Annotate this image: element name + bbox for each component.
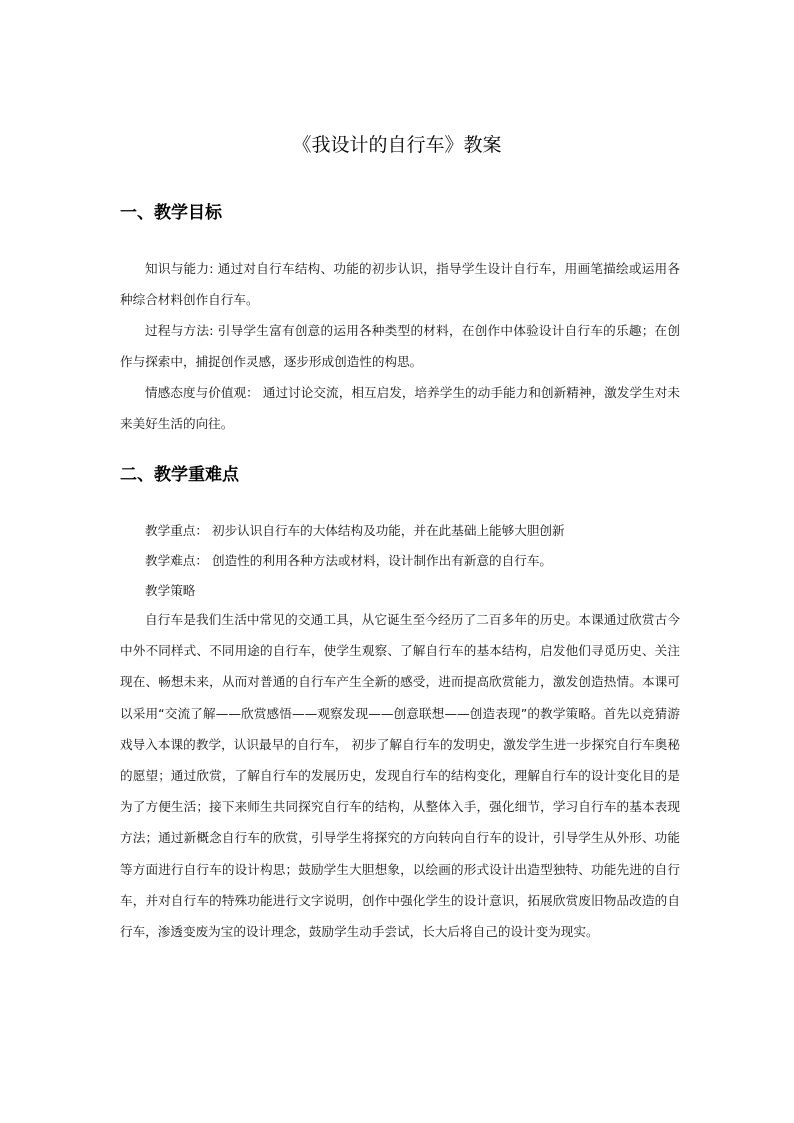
strategy-paragraph: 自行车是我们生活中常见的交通工具，从它诞生至今经历了二百多年的历史。本课通过欣赏古今中外不同样式、不同用途的自行车，使学生观察、了解自行车的基本结构，启发他们寻觅历史、关注现在、畅想未来，从而对普通的自行车产生全新的感受，进而提高欣赏能力，激发创造热情。本课可以采用“交流了解——欣赏感悟——观察发现——创意联想——创造表现”的教学策略。首先以竞猜游戏导入本课的教学，认识最早的自行车， 初步了解自行车的发明史，激发学生进一步探究自行车奥秘的愿望；通过欣赏，了解自行车的发展历史，发现自行车的结构变化，理解自行车的设计变化目的是为了方便生活；接下来师生共同探究自行车的结构，从整体入手，强化细节，学习自行车的基本表现方法；通过新概念自行车的欣赏，引导学生将探究的方向转向自行车的设计，引导学生从外形、功能等方面进行自行车的设计构思；鼓励学生大胆想象，以绘画的形式设计出造型独特、功能先进的自行车，并对自行车的特殊功能进行文字说明，创作中强化学生的设计意识，拓展欣赏废旧物品改造的自行车，渗透变废为宝的设计理念，鼓励学生动手尝试，长大后将自己的设计变为现实。 [120,612,680,940]
key-point-line: 教学重点： 初步认识自行车的大体结构及功能，并在此基础上能够大胆创新 [145,523,565,538]
paragraph-process-method: 过程与方法: 引导学生富有创意的运用各种类型的材料，在创作中体验设计自行车的乐趣；在创作与探索中，捕捉创作灵感，逐步形成创造性的构思。 [120,323,680,369]
section-heading-objectives: 一、教学目标 [120,203,222,223]
difficult-point-line: 教学难点： 创造性的利用各种方法或材料，设计制作出有新意的自行车。 [145,553,553,568]
paragraph-knowledge-ability: 知识与能力: 通过对自行车结构、功能的初步认识，指导学生设计自行车，用画笔描绘或运用各种综合材料创作自行车。 [120,261,680,307]
paragraph-emotion-values: 情感态度与价值观： 通过讨论交流，相互启发，培养学生的动手能力和创新精神，激发学生对未来美好生活的向往。 [120,385,680,431]
strategy-label: 教学策略 [145,583,196,598]
document-title: 《我设计的自行车》教案 [292,134,502,156]
section-heading-key-difficult-points: 二、教学重难点 [120,465,239,485]
